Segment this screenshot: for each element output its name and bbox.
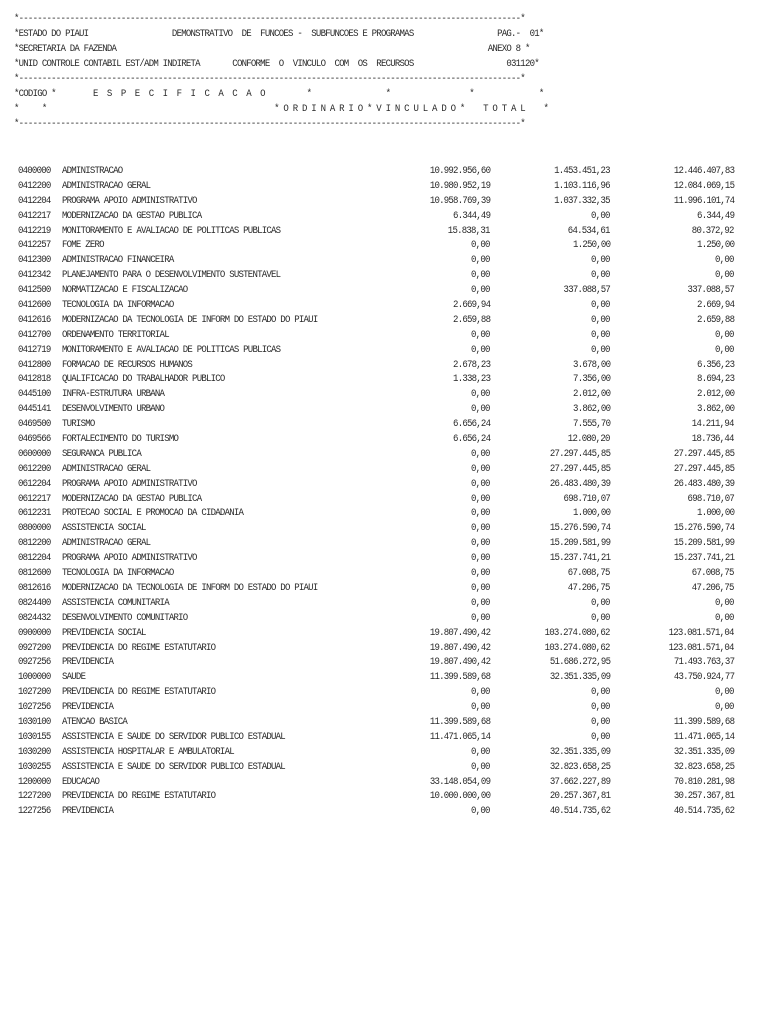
row-description: MONITORAMENTO E AVALIACAO DE POLITICAS PUBLICAS (62, 343, 281, 356)
row-vinculado: 0,00 (591, 701, 610, 714)
row-total: 2.669,94 (696, 299, 734, 312)
row-ordinario: 0,00 (471, 507, 490, 520)
row-code: 0412500 (18, 284, 51, 297)
row-code: 0612217 (18, 492, 51, 505)
row-description: ASSISTENCIA E SAUDE DO SERVIDOR PUBLICO ESTADUAL (62, 760, 285, 773)
row-ordinario: 0,00 (471, 328, 490, 341)
row-ordinario: 0,00 (471, 745, 490, 758)
row-code: 1227200 (18, 790, 51, 803)
row-ordinario: 0,00 (471, 537, 490, 550)
row-ordinario: 0,00 (471, 552, 490, 565)
row-vinculado: 15.209.581,99 (549, 537, 610, 550)
row-total: 0,00 (715, 701, 734, 714)
row-vinculado: 1.453.451,23 (554, 165, 610, 177)
row-ordinario: 6.656,24 (452, 418, 490, 431)
row-description: PREVIDENCIA DO REGIME ESTATUTARIO (62, 686, 216, 699)
row-description: ADMINISTRACAO GERAL (62, 179, 151, 192)
row-code: 0812204 (18, 552, 51, 565)
row-total: 2.012,00 (696, 388, 734, 401)
row-ordinario: 2.669,94 (452, 299, 490, 312)
table-row (18, 417, 738, 432)
table-row (18, 775, 738, 790)
row-description: MODERNIZACAO DA TECNOLOGIA DE INFORM DO ESTADO DO PIAUI (62, 581, 318, 594)
table-row (18, 730, 738, 745)
row-code: 0927256 (18, 656, 51, 669)
row-vinculado: 698.710,07 (563, 492, 610, 505)
header-line: *CODIGO * E S P E C I F I C A C A O * * * * (14, 88, 544, 100)
row-code: 0612204 (18, 477, 51, 490)
row-ordinario: 10.992.956,60 (429, 165, 490, 177)
row-total: 80.372,92 (692, 224, 734, 237)
table-row (18, 477, 738, 492)
row-total: 71.493.763,37 (673, 656, 734, 669)
row-vinculado: 12.080,20 (568, 433, 610, 446)
row-code: 0412616 (18, 313, 51, 326)
table-row (18, 745, 738, 760)
row-code: 0412300 (18, 254, 51, 267)
row-total: 15.237.741,21 (673, 552, 734, 565)
row-total: 18.736,44 (692, 433, 734, 446)
row-vinculado: 1.037.332,35 (554, 194, 610, 207)
table-row (18, 343, 738, 358)
row-ordinario: 0,00 (471, 284, 490, 297)
row-vinculado: 15.237.741,21 (549, 552, 610, 565)
row-ordinario: 10.958.769,39 (429, 194, 490, 207)
row-code: 0412204 (18, 194, 51, 207)
row-vinculado: 0,00 (591, 299, 610, 312)
row-ordinario: 0,00 (471, 686, 490, 699)
row-description: ADMINISTRACAO GERAL (62, 462, 151, 475)
row-code: 0445100 (18, 388, 51, 401)
row-total: 67.008,75 (692, 567, 734, 580)
table-row (18, 506, 738, 521)
row-code: 0445141 (18, 403, 51, 416)
row-ordinario: 2.678,23 (452, 358, 490, 371)
row-ordinario: 0,00 (471, 805, 490, 818)
row-total: 11.399.589,68 (673, 715, 734, 728)
table-row (18, 536, 738, 551)
row-total: 0,00 (715, 611, 734, 624)
row-ordinario: 0,00 (471, 462, 490, 475)
header-line: *------------------------------------------------------------------------------------------------------------* (14, 73, 525, 85)
row-ordinario: 11.471.065,14 (429, 730, 490, 743)
row-ordinario: 0,00 (471, 269, 490, 282)
row-description: QUALIFICACAO DO TRABALHADOR PUBLICO (62, 373, 225, 386)
row-ordinario: 6.344,49 (452, 209, 490, 222)
header-line: *SECRETARIA DA FAZENDA ANEXO 8 * (14, 43, 530, 55)
table-row (18, 521, 738, 536)
row-description: TECNOLOGIA DA INFORMACAO (62, 299, 174, 312)
row-total: 15.276.590,74 (673, 522, 734, 535)
row-ordinario: 0,00 (471, 760, 490, 773)
row-description: INFRA-ESTRUTURA URBANA (62, 388, 165, 401)
table-row (18, 566, 738, 581)
header-line: *------------------------------------------------------------------------------------------------------------* (14, 13, 525, 25)
row-description: DESENVOLVIMENTO URBANO (62, 403, 165, 416)
report-table-body (18, 164, 738, 819)
row-ordinario: 33.148.054,09 (429, 775, 490, 788)
row-vinculado: 2.012,00 (572, 388, 610, 401)
row-total: 12.446.407,83 (673, 165, 734, 177)
row-description: PREVIDENCIA DO REGIME ESTATUTARIO (62, 790, 216, 803)
row-total: 32.823.658,25 (673, 760, 734, 773)
row-ordinario: 19.807.490,42 (429, 626, 490, 639)
row-total: 43.750.924,77 (673, 671, 734, 684)
table-row (18, 164, 738, 179)
row-description: SAUDE (62, 671, 86, 684)
row-description: FORMACAO DE RECURSOS HUMANOS (62, 358, 193, 371)
row-description: MODERNIZACAO DA GESTAO PUBLICA (62, 209, 202, 222)
row-total: 27.297.445,85 (673, 447, 734, 460)
row-vinculado: 1.103.116,96 (554, 179, 610, 192)
row-vinculado: 67.008,75 (568, 567, 610, 580)
report-header (14, 12, 637, 132)
row-code: 0612231 (18, 507, 51, 520)
row-total: 1.250,00 (696, 239, 734, 252)
row-vinculado: 0,00 (591, 269, 610, 282)
row-total: 0,00 (715, 596, 734, 609)
row-vinculado: 7.356,00 (572, 373, 610, 386)
row-vinculado: 0,00 (591, 254, 610, 267)
table-row (18, 492, 738, 507)
row-description: ADMINISTRACAO GERAL (62, 537, 151, 550)
table-row (18, 670, 738, 685)
row-total: 0,00 (715, 254, 734, 267)
row-ordinario: 11.399.589,68 (429, 671, 490, 684)
row-vinculado: 27.297.445,85 (549, 447, 610, 460)
row-total: 70.810.281,98 (673, 775, 734, 788)
row-vinculado: 1.000,00 (572, 507, 610, 520)
row-ordinario: 19.807.490,42 (429, 641, 490, 654)
row-code: 0412600 (18, 299, 51, 312)
row-ordinario: 0,00 (471, 254, 490, 267)
row-vinculado: 0,00 (591, 611, 610, 624)
table-row (18, 358, 738, 373)
row-code: 1030200 (18, 745, 51, 758)
row-ordinario: 11.399.589,68 (429, 715, 490, 728)
row-vinculado: 27.297.445,85 (549, 462, 610, 475)
table-row (18, 432, 738, 447)
row-code: 0600000 (18, 447, 51, 460)
row-code: 0412700 (18, 328, 51, 341)
row-ordinario: 0,00 (471, 522, 490, 535)
row-code: 0469500 (18, 418, 51, 431)
table-row (18, 298, 738, 313)
row-description: NORMATIZACAO E FISCALIZACAO (62, 284, 188, 297)
row-code: 0824400 (18, 596, 51, 609)
row-description: ASSISTENCIA SOCIAL (62, 522, 146, 535)
row-code: 1030255 (18, 760, 51, 773)
table-row (18, 283, 738, 298)
row-total: 11.471.065,14 (673, 730, 734, 743)
row-vinculado: 3.678,00 (572, 358, 610, 371)
row-description: ASSISTENCIA COMUNITARIA (62, 596, 169, 609)
row-total: 6.344,49 (696, 209, 734, 222)
row-vinculado: 40.514.735,62 (549, 805, 610, 818)
row-description: PREVIDENCIA (62, 701, 114, 714)
row-description: SEGURANCA PUBLICA (62, 447, 141, 460)
row-code: 1030155 (18, 730, 51, 743)
table-row (18, 447, 738, 462)
row-vinculado: 0,00 (591, 328, 610, 341)
row-description: PROTECAO SOCIAL E PROMOCAO DA CIDADANIA (62, 507, 244, 520)
table-row (18, 387, 738, 402)
table-row (18, 551, 738, 566)
row-code: 1027200 (18, 686, 51, 699)
row-code: 0812600 (18, 567, 51, 580)
header-line: *UNID CONTROLE CONTABIL EST/ADM INDIRETA CONFORME O VINCULO COM OS RECURSOS 031120* (14, 58, 539, 70)
row-vinculado: 0,00 (591, 209, 610, 222)
table-row (18, 685, 738, 700)
table-row (18, 804, 738, 819)
row-ordinario: 2.659,88 (452, 313, 490, 326)
row-description: PREVIDENCIA (62, 656, 114, 669)
row-description: ASSISTENCIA E SAUDE DO SERVIDOR PUBLICO ESTADUAL (62, 730, 285, 743)
row-total: 47.206,75 (692, 581, 734, 594)
row-total: 30.257.367,81 (673, 790, 734, 803)
row-vinculado: 15.276.590,74 (549, 522, 610, 535)
row-code: 0412342 (18, 269, 51, 282)
row-vinculado: 0,00 (591, 686, 610, 699)
row-code: 0412719 (18, 343, 51, 356)
row-vinculado: 0,00 (591, 596, 610, 609)
row-description: ATENCAO BASICA (62, 715, 128, 728)
row-ordinario: 0,00 (471, 581, 490, 594)
table-row (18, 194, 738, 209)
row-vinculado: 7.555,70 (572, 418, 610, 431)
table-row (18, 372, 738, 387)
row-code: 0612200 (18, 462, 51, 475)
row-total: 26.483.480,39 (673, 477, 734, 490)
row-ordinario: 0,00 (471, 403, 490, 416)
row-description: ADMINISTRACAO (62, 165, 123, 177)
row-code: 1227256 (18, 805, 51, 818)
row-description: EDUCACAO (62, 775, 100, 788)
row-vinculado: 0,00 (591, 730, 610, 743)
row-vinculado: 1.250,00 (572, 239, 610, 252)
row-ordinario: 0,00 (471, 596, 490, 609)
row-code: 0900000 (18, 626, 51, 639)
row-description: PLANEJAMENTO PARA O DESENVOLVIMENTO SUSTENTAVEL (62, 269, 281, 282)
row-ordinario: 1.338,23 (452, 373, 490, 386)
row-code: 0412200 (18, 179, 51, 192)
row-total: 32.351.335,09 (673, 745, 734, 758)
row-description: MODERNIZACAO DA GESTAO PUBLICA (62, 492, 202, 505)
row-ordinario: 0,00 (471, 239, 490, 252)
table-row (18, 209, 738, 224)
row-ordinario: 10.980.952,19 (429, 179, 490, 192)
row-code: 1200000 (18, 775, 51, 788)
row-ordinario: 0,00 (471, 388, 490, 401)
row-code: 0400000 (18, 165, 51, 177)
row-total: 698.710,07 (687, 492, 734, 505)
row-total: 12.084.069,15 (673, 179, 734, 192)
row-vinculado: 64.534,61 (568, 224, 610, 237)
row-description: TURISMO (62, 418, 95, 431)
table-row (18, 179, 738, 194)
table-row (18, 462, 738, 477)
row-code: 0824432 (18, 611, 51, 624)
row-description: PREVIDENCIA (62, 805, 114, 818)
row-ordinario: 0,00 (471, 477, 490, 490)
row-total: 123.081.571,04 (668, 626, 734, 639)
header-line: * * * O R D I N A R I O * V I N C U L A D O * T O T A L * (14, 103, 549, 115)
row-description: FORTALECIMENTO DO TURISMO (62, 433, 179, 446)
table-row (18, 760, 738, 775)
row-ordinario: 0,00 (471, 343, 490, 356)
table-row (18, 611, 738, 626)
row-description: FOME ZERO (62, 239, 104, 252)
row-code: 1000000 (18, 671, 51, 684)
row-total: 0,00 (715, 269, 734, 282)
row-ordinario: 0,00 (471, 701, 490, 714)
row-description: MONITORAMENTO E AVALIACAO DE POLITICAS PUBLICAS (62, 224, 281, 237)
row-vinculado: 20.257.367,81 (549, 790, 610, 803)
row-vinculado: 32.351.335,09 (549, 671, 610, 684)
table-row (18, 715, 738, 730)
row-ordinario: 15.838,31 (448, 224, 490, 237)
row-total: 1.000,00 (696, 507, 734, 520)
row-ordinario: 6.656,24 (452, 433, 490, 446)
header-line: *ESTADO DO PIAUI DEMONSTRATIVO DE FUNCOES - SUBFUNCOES E PROGRAMAS PAG.- 01* (14, 28, 544, 40)
row-ordinario: 10.000.000,00 (429, 790, 490, 803)
table-row (18, 328, 738, 343)
row-ordinario: 19.807.490,42 (429, 656, 490, 669)
row-description: PREVIDENCIA DO REGIME ESTATUTARIO (62, 641, 216, 654)
table-row (18, 581, 738, 596)
row-ordinario: 0,00 (471, 567, 490, 580)
row-description: PROGRAMA APOIO ADMINISTRATIVO (62, 477, 197, 490)
table-row (18, 626, 738, 641)
row-description: PROGRAMA APOIO ADMINISTRATIVO (62, 552, 197, 565)
row-total: 15.209.581,99 (673, 537, 734, 550)
row-total: 3.862,00 (696, 403, 734, 416)
table-row (18, 641, 738, 656)
table-row (18, 700, 738, 715)
row-vinculado: 3.862,00 (572, 403, 610, 416)
table-row (18, 596, 738, 611)
row-vinculado: 0,00 (591, 343, 610, 356)
table-row (18, 224, 738, 239)
row-code: 0800000 (18, 522, 51, 535)
row-code: 0412217 (18, 209, 51, 222)
row-vinculado: 0,00 (591, 715, 610, 728)
row-ordinario: 0,00 (471, 447, 490, 460)
row-vinculado: 0,00 (591, 313, 610, 326)
table-row (18, 789, 738, 804)
row-total: 0,00 (715, 343, 734, 356)
row-total: 0,00 (715, 686, 734, 699)
row-code: 0412800 (18, 358, 51, 371)
row-description: ADMINISTRACAO FINANCEIRA (62, 254, 174, 267)
row-vinculado: 51.686.272,95 (549, 656, 610, 669)
row-total: 27.297.445,85 (673, 462, 734, 475)
row-code: 0412257 (18, 239, 51, 252)
row-vinculado: 103.274.080,62 (544, 641, 610, 654)
row-vinculado: 37.662.227,89 (549, 775, 610, 788)
row-code: 0412219 (18, 224, 51, 237)
row-vinculado: 47.206,75 (568, 581, 610, 594)
report-page (14, 12, 738, 818)
row-total: 0,00 (715, 328, 734, 341)
row-description: MODERNIZACAO DA TECNOLOGIA DE INFORM DO ESTADO DO PIAUI (62, 313, 318, 326)
row-description: ASSISTENCIA HOSPITALAR E AMBULATORIAL (62, 745, 234, 758)
table-row (18, 268, 738, 283)
row-code: 1027256 (18, 701, 51, 714)
row-vinculado: 26.483.480,39 (549, 477, 610, 490)
table-row (18, 313, 738, 328)
row-vinculado: 32.823.658,25 (549, 760, 610, 773)
table-row (18, 655, 738, 670)
row-code: 0812200 (18, 537, 51, 550)
table-row (18, 402, 738, 417)
row-description: TECNOLOGIA DA INFORMACAO (62, 567, 174, 580)
table-row (18, 238, 738, 253)
row-total: 40.514.735,62 (673, 805, 734, 818)
header-line: *------------------------------------------------------------------------------------------------------------* (14, 118, 525, 130)
row-code: 0412818 (18, 373, 51, 386)
row-total: 8.694,23 (696, 373, 734, 386)
table-row (18, 253, 738, 268)
row-description: ORDENAMENTO TERRITORIAL (62, 328, 169, 341)
row-description: PREVIDENCIA SOCIAL (62, 626, 146, 639)
row-code: 0812616 (18, 581, 51, 594)
row-code: 0469566 (18, 433, 51, 446)
row-vinculado: 103.274.080,62 (544, 626, 610, 639)
row-code: 0927200 (18, 641, 51, 654)
row-ordinario: 0,00 (471, 611, 490, 624)
row-description: PROGRAMA APOIO ADMINISTRATIVO (62, 194, 197, 207)
row-total: 123.081.571,04 (668, 641, 734, 654)
row-vinculado: 32.351.335,09 (549, 745, 610, 758)
row-total: 337.088,57 (687, 284, 734, 297)
row-total: 6.356,23 (696, 358, 734, 371)
row-total: 14.211,94 (692, 418, 734, 431)
row-description: DESENVOLVIMENTO COMUNITARIO (62, 611, 188, 624)
row-vinculado: 337.088,57 (563, 284, 610, 297)
row-ordinario: 0,00 (471, 492, 490, 505)
row-total: 2.659,88 (696, 313, 734, 326)
row-code: 1030100 (18, 715, 51, 728)
row-total: 11.996.101,74 (673, 194, 734, 207)
